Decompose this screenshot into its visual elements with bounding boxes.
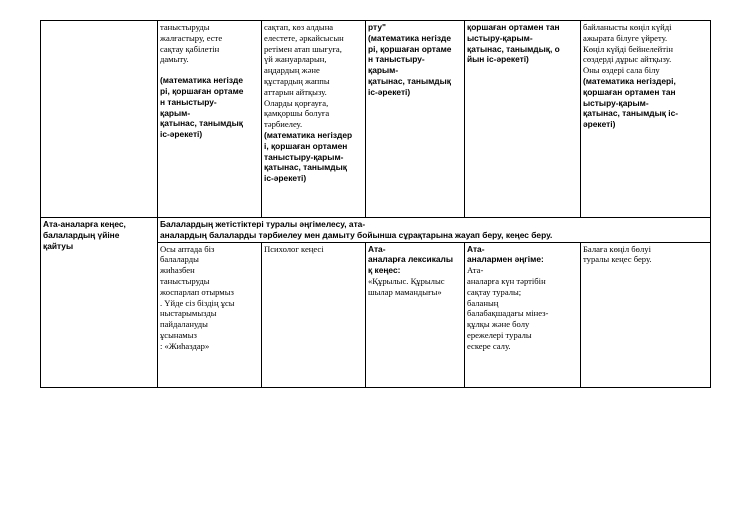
cell-bold-note: (математика негізде рі, қоршаған ортаме н таныстыру- қарым- қатынас, танымдық іс-әрекеті) (160, 75, 244, 140)
cell-text: Осы аптада біз балаларды жиһазбен таныстыруды жоспарлап отырмыз . Үйде сіз біздің ұсы ныстарымызды пайдалануды ұсынамыз : «Жиһаздар» (160, 243, 235, 351)
cell-top-2 (158, 21, 262, 218)
section-summary: Балалардың жетістіктері туралы әңгімелесу, ата- аналардың балаларды тәрбиелеу мен дамыту бойынша сұрақтарына жауап беру, кеңес беру. (160, 219, 553, 240)
cell-bold-note: рту" (математика негізде рі, қоршаған ортаме н таныстыру- қарым- қатынас, танымдық іс-әрекеті) (368, 22, 452, 97)
cell-text: байланысты көңіл күйді ажырата білуге үйрету. Көңіл күйді бейнелейтін сөздерді дұрыс айтқызу. Оны өздері сала білу (583, 22, 673, 76)
cell-bottom-3 (262, 242, 366, 387)
cell-top-3 (262, 21, 366, 218)
cell-text: Психолог кеңесі (264, 243, 324, 254)
cell-text: Балаға көңіл бөлуі туралы кеңес беру. (583, 243, 652, 265)
cell-bold-note: қоршаған ортамен тан ыстыру-қарым- қатынас, танымдық, о йын іс-әрекеті) (467, 22, 560, 65)
table-row (41, 218, 711, 243)
cell-bottom-5 (465, 242, 581, 387)
cell-bold-note: (математика негіздері, қоршаған ортамен тан ыстыру-қарым- қатынас, танымдық іс- әрекеті) (583, 75, 679, 130)
plan-table (40, 20, 711, 388)
cell-top-4 (366, 21, 465, 218)
cell-bottom-2 (158, 242, 262, 387)
section-label-cell (41, 218, 158, 388)
cell-text: сақтап, көз алдына елестете, әркайсысын ретімен атап шығуға, үй жануарларын, аңдардың және құстардың жаппы аттарын айтқызу. Оларды қорғауға, қамқоршы болуға тәрбиелеу. (264, 22, 344, 130)
section-label: Ата-аналарға кеңес, балалардың үйіне қайтуы (43, 219, 126, 251)
cell-top-5 (465, 21, 581, 218)
summary-cell (158, 218, 711, 243)
cell-bottom-6 (581, 242, 711, 387)
table-row (41, 21, 711, 218)
cell-title: Ата- аналарға лексикалы қ кеңес: (368, 243, 454, 276)
empty-cell (41, 21, 158, 218)
cell-bold-note: (математика негіздер і, қоршаған ортамен таныстыру-қарым- қатынас, танымдық іс-әрекеті) (264, 129, 353, 184)
cell-top-6 (581, 21, 711, 218)
cell-title: Ата- аналармен әңгіме: (467, 243, 544, 265)
cell-text: таныстыруды жалғастыру, есте сақтау қабілетін дамыту. (160, 22, 223, 65)
cell-text: «Құрылыс. Құрылыс шылар мамандығы» (368, 275, 445, 297)
cell-text: Ата- аналарға күн тәртібін сақтау туралы; баланың балабақшадағы мінез- құлқы және болу ережелері туралы ескере салу. (467, 265, 549, 351)
cell-bottom-4 (366, 242, 465, 387)
